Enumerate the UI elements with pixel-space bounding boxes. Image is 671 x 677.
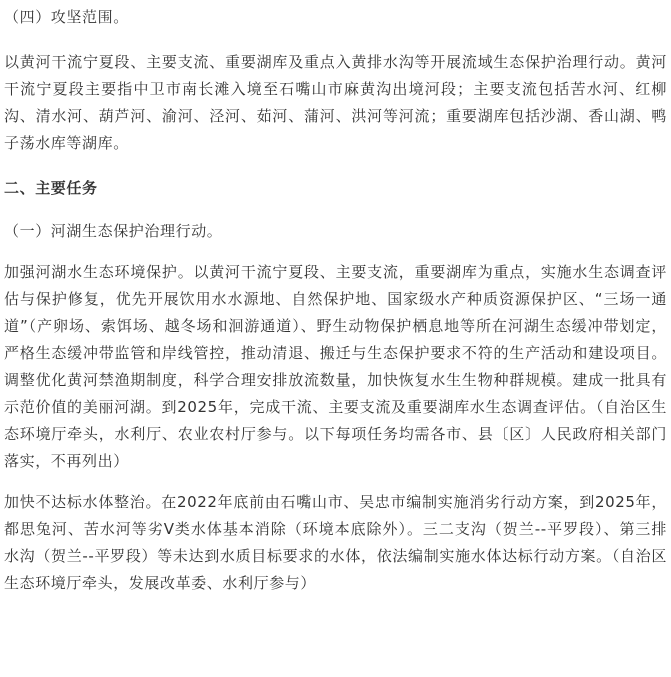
main-tasks-heading: 二、主要任务 <box>4 179 98 197</box>
document-body <box>0 4 671 597</box>
accelerate-paragraph: 加快不达标水体整治。在2022年底前由石嘴山市、吴忠市编制实施消劣行动方案，到2025年，都思兔河、苦水河等劣Ⅴ类水体基本消除（环境本底除外）。三二支沟（贺兰--平罗段）、第三排水沟（贺兰--平罗段）等未达到水质目标要求的水体，依法编制实施水体达标行动方案。（自治区生态环境厅牵头，发展改革委、水利厅参与） <box>4 493 667 592</box>
action-heading: （一）河湖生态保护治理行动。 <box>4 222 223 240</box>
strengthen-paragraph: 加强河湖水生态环境保护。以黄河干流宁夏段、主要支流，重要湖库为重点，实施水生态调查评估与保护修复，优先开展饮用水水源地、自然保护地、国家级水产种质资源保护区、“三场一通道”（产卵场、索饵场、越冬场和洄游通道）、野生动物保护栖息地等所在河湖生态缓冲带划定，严格生态缓冲带监管和岸线管控，推动清退、搬迁与生态保护要求不符的生产活动和建设项目。调整优化黄河禁渔期制度，科学合理安排放流数量，加快恢复水生生物种群规模。建成一批具有示范价值的美丽河湖。到2025年，完成干流、主要支流及重要湖库水生态调查评估。（自治区生态环境厅牵头，水利厅、农业农村厅参与。以下每项任务均需各市、县〔区〕人民政府相关部门落实，不再列出） <box>4 263 667 470</box>
scope-paragraph: 以黄河干流宁夏段、主要支流、重要湖库及重点入黄排水沟等开展流域生态保护治理行动。黄河干流宁夏段主要指中卫市南长滩入境至石嘴山市麻黄沟出境河段；主要支流包括苦水河、红柳沟、清水河、葫芦河、渝河、泾河、茹河、蒲河、洪河等河流；重要湖库包括沙湖、香山湖、鸭子荡水库等湖库。 <box>4 53 667 152</box>
scope-heading: （四）攻坚范围。 <box>4 8 129 26</box>
